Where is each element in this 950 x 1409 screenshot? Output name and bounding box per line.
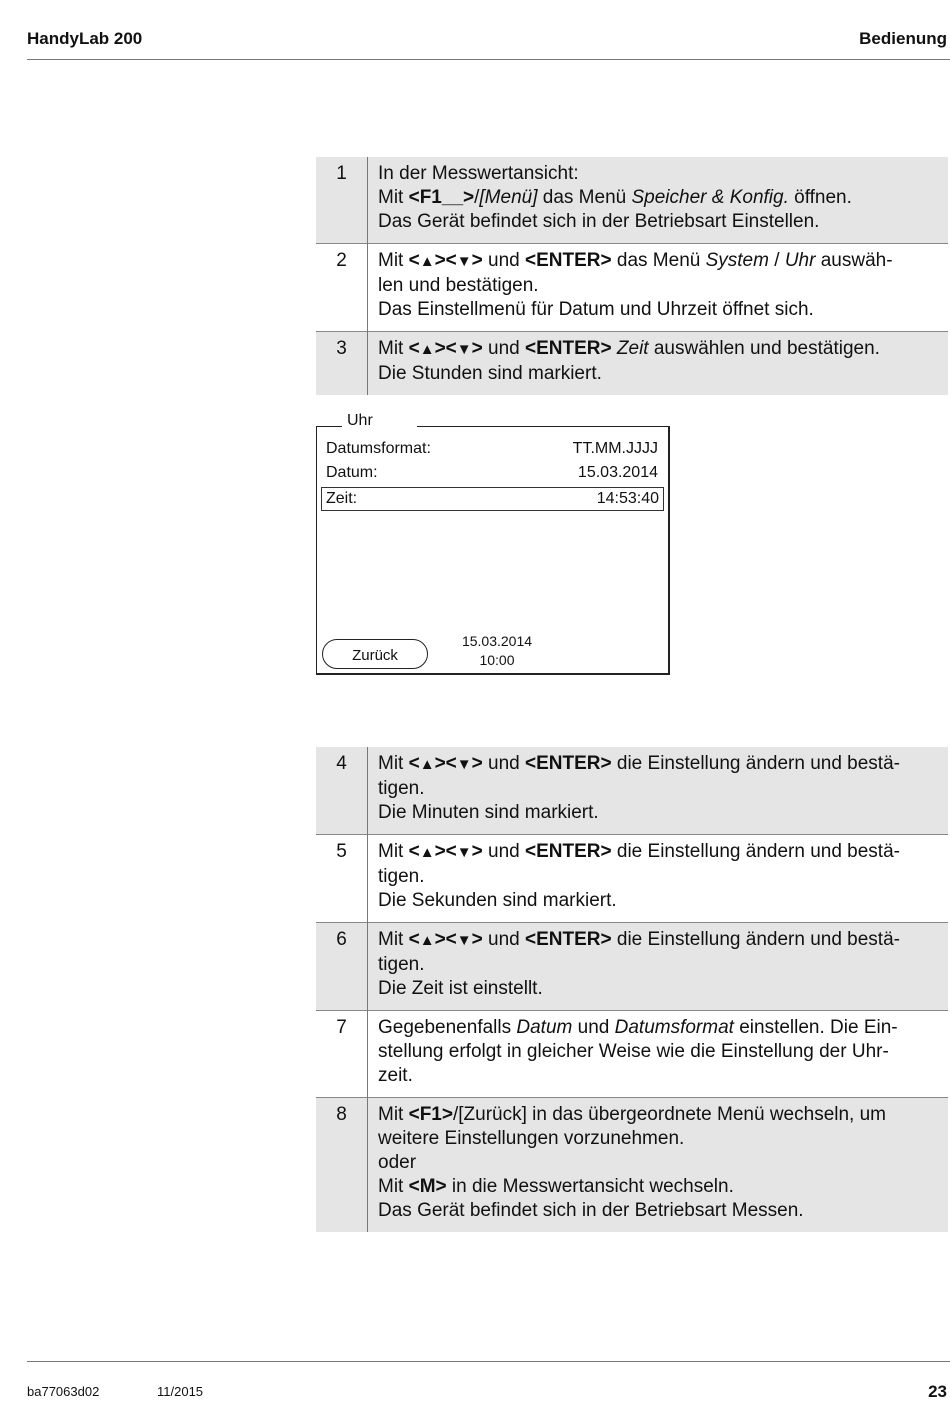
text-segment: und (482, 250, 526, 271)
arrow-up-key-icon: ▲ (419, 756, 435, 773)
text-segment: < (408, 841, 420, 862)
text-segment: >< (434, 929, 457, 950)
header-rule (27, 59, 950, 60)
text-segment: Die Minuten sind markiert. (378, 802, 599, 823)
step-text-line (378, 1199, 942, 1223)
step-text-line (378, 249, 942, 274)
text-segment: Mit (378, 841, 409, 862)
text-segment: Das Gerät befindet sich in der Betriebsart Messen. (378, 1200, 804, 1221)
text-segment: / (474, 187, 480, 208)
text-segment: Das Einstellmenü für Datum und Uhrzeit öffnet sich. (378, 299, 814, 320)
step-row (316, 1011, 948, 1098)
text-segment: die Einstellung ändern und bestä- (611, 929, 900, 950)
text-segment: das Menü (537, 187, 632, 208)
text-segment: auswäh- (815, 250, 893, 271)
text-segment: > (471, 250, 483, 271)
step-row (316, 835, 948, 923)
text-segment: /[Zurück] in das übergeordnete Menü wechseln, um (452, 1104, 886, 1125)
text-segment: und (482, 929, 526, 950)
text-segment: <F1> (408, 1104, 453, 1125)
header-product-name: HandyLab 200 (27, 29, 143, 48)
text-segment: len und bestätigen. (378, 275, 539, 296)
step-row (316, 1098, 948, 1233)
text-segment: das Menü (611, 250, 706, 271)
date-value: 15.03.2014 (577, 464, 658, 481)
step-text (368, 332, 949, 396)
text-segment: tigen. (378, 954, 425, 975)
text-segment: < (408, 338, 420, 359)
step-row (316, 244, 948, 332)
text-segment: die Einstellung ändern und bestä- (611, 753, 900, 774)
arrow-down-key-icon: ▼ (456, 341, 472, 358)
time-value: 14:53:40 (596, 490, 659, 507)
text-segment: Mit (378, 753, 409, 774)
step-text-line (378, 1064, 942, 1088)
device-screen (316, 426, 670, 675)
step-text-line (378, 889, 942, 913)
step-text-line (378, 274, 942, 298)
step-text-line (378, 1016, 942, 1040)
text-segment: >< (434, 753, 457, 774)
step-text-line (378, 186, 942, 210)
text-segment: Gegebenenfalls (378, 1017, 517, 1038)
text-segment: <ENTER> (525, 753, 612, 774)
text-segment: > (471, 841, 483, 862)
step-row (316, 923, 948, 1011)
step-text-line (378, 1151, 942, 1175)
text-segment: Mit (378, 1176, 409, 1197)
text-segment: In der Messwertansicht: (378, 163, 579, 184)
status-time: 10:00 (479, 652, 515, 668)
text-segment: / (768, 250, 785, 271)
screen-row-date[interactable] (326, 462, 658, 484)
date-label: Datum: (326, 464, 378, 481)
page-number: 23 (928, 1382, 947, 1401)
text-segment: <M> (408, 1176, 447, 1197)
step-text (368, 157, 949, 244)
step-row (316, 747, 948, 835)
arrow-up-key-icon: ▲ (419, 932, 435, 949)
step-text-line (378, 953, 942, 977)
step-number: 1 (316, 157, 368, 244)
screen-row-date-format[interactable] (326, 438, 658, 460)
text-segment: Mit (378, 187, 409, 208)
step-number: 2 (316, 244, 368, 332)
text-segment: Mit (378, 250, 409, 271)
step-row (316, 332, 948, 396)
text-segment: zeit. (378, 1065, 413, 1086)
arrow-up-key-icon: ▲ (419, 253, 435, 270)
status-date: 15.03.2014 (461, 633, 533, 649)
step-number: 3 (316, 332, 368, 396)
text-segment: System (705, 250, 769, 271)
footer-document-id: ba77063d02 (27, 1384, 100, 1399)
text-segment: einstellen. Die Ein- (733, 1017, 898, 1038)
text-segment: Zeit (616, 338, 649, 359)
text-segment: Uhr (784, 250, 816, 271)
text-segment: < (408, 929, 420, 950)
step-text-line (378, 1103, 942, 1127)
instruction-steps-second (316, 747, 948, 1232)
arrow-up-key-icon: ▲ (419, 341, 435, 358)
step-text-line (378, 162, 942, 186)
text-segment: und (482, 753, 526, 774)
screen-title: Uhr (347, 412, 373, 429)
step-text-line (378, 928, 942, 953)
text-segment: Mit (378, 929, 409, 950)
step-text (368, 1011, 949, 1098)
text-segment: Mit (378, 1104, 409, 1125)
text-segment: > (471, 929, 483, 950)
step-text-line (378, 1175, 942, 1199)
date-format-label: Datumsformat: (326, 440, 431, 457)
text-segment: [Menü] (479, 187, 538, 208)
step-text-line (378, 977, 942, 1001)
step-text-line (378, 1127, 942, 1151)
text-segment: und (572, 1017, 615, 1038)
text-segment: Das Gerät befindet sich in der Betriebsart Einstellen. (378, 211, 820, 232)
text-segment: weitere Einstellungen vorzunehmen. (378, 1128, 685, 1149)
text-segment: Die Sekunden sind markiert. (378, 890, 617, 911)
step-number: 5 (316, 835, 368, 923)
step-number: 7 (316, 1011, 368, 1098)
text-segment: Datumsformat (614, 1017, 734, 1038)
step-number: 4 (316, 747, 368, 835)
step-text-line (378, 337, 942, 362)
text-segment: > (471, 753, 483, 774)
header-section-title: Bedienung (859, 29, 947, 48)
text-segment: Die Zeit ist einstellt. (378, 978, 543, 999)
instruction-steps-first (316, 157, 948, 395)
step-text (368, 1098, 949, 1233)
step-text-line (378, 752, 942, 777)
footer-rule (27, 1361, 950, 1362)
text-segment: Datum (516, 1017, 573, 1038)
text-segment: > (471, 338, 483, 359)
step-text-line (378, 210, 942, 234)
step-text (368, 835, 949, 923)
arrow-down-key-icon: ▼ (456, 844, 472, 861)
arrow-down-key-icon: ▼ (456, 253, 472, 270)
text-segment: <ENTER> (525, 929, 612, 950)
text-segment: oder (378, 1152, 417, 1173)
text-segment: die Einstellung ändern und bestä- (611, 841, 900, 862)
step-text-line (378, 362, 942, 386)
text-segment: < (408, 753, 420, 774)
text-segment: öffnen. (788, 187, 852, 208)
step-text-line (378, 777, 942, 801)
text-segment: Speicher & Konfig. (631, 187, 789, 208)
text-segment: Die Stunden sind markiert. (378, 363, 602, 384)
step-row (316, 157, 948, 244)
text-segment: < (408, 250, 420, 271)
arrow-down-key-icon: ▼ (456, 756, 472, 773)
text-segment: tigen. (378, 866, 425, 887)
text-segment: Mit (378, 338, 409, 359)
text-segment: tigen. (378, 778, 425, 799)
step-text-line (378, 865, 942, 889)
screen-row-time-selected[interactable] (321, 487, 664, 511)
back-button[interactable]: Zurück (322, 639, 428, 669)
arrow-up-key-icon: ▲ (419, 844, 435, 861)
text-segment: stellung erfolgt in gleicher Weise wie die Einstellung der Uhr- (378, 1041, 889, 1062)
text-segment: >< (434, 841, 457, 862)
step-text-line (378, 1040, 942, 1064)
arrow-down-key-icon: ▼ (456, 932, 472, 949)
text-segment: <ENTER> (525, 250, 612, 271)
time-label: Zeit: (326, 490, 358, 507)
step-text (368, 923, 949, 1011)
text-segment: <ENTER> (525, 338, 612, 359)
text-segment: auswählen und bestätigen. (648, 338, 880, 359)
step-text-line (378, 840, 942, 865)
step-number: 8 (316, 1098, 368, 1233)
date-format-value: TT.MM.JJJJ (572, 440, 658, 457)
step-text (368, 747, 949, 835)
step-text-line (378, 298, 942, 322)
footer-date: 11/2015 (157, 1384, 204, 1399)
text-segment: >< (434, 338, 457, 359)
text-segment: und (482, 841, 526, 862)
text-segment: >< (434, 250, 457, 271)
step-text (368, 244, 949, 332)
text-segment: <ENTER> (525, 841, 612, 862)
step-number: 6 (316, 923, 368, 1011)
text-segment: und (482, 338, 526, 359)
text-segment: <F1__> (408, 187, 475, 208)
step-text-line (378, 801, 942, 825)
text-segment: in die Messwertansicht wechseln. (446, 1176, 734, 1197)
